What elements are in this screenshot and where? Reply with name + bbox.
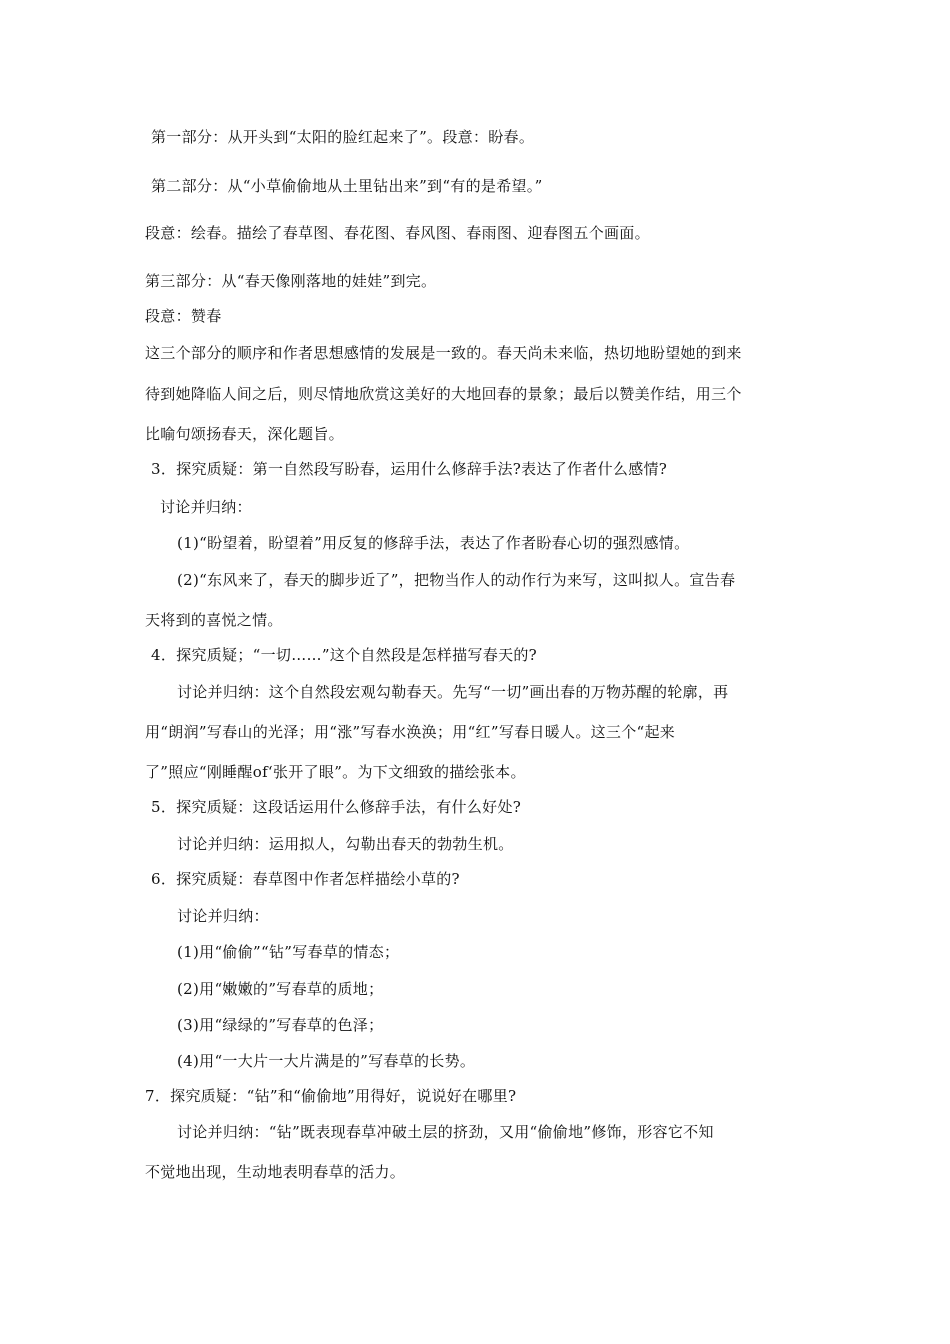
text-line: (2)“东风来了，春天的脚步近了”，把物当作人的动作行为来写，这叫拟人。宣告春: [177, 571, 736, 589]
text-line: 天将到的喜悦之情。: [145, 611, 283, 629]
text-line: 比喻句颂扬春天，深化题旨。: [145, 425, 344, 443]
text-line: (4)用“一大片一大片满是的”写春草的长势。: [177, 1052, 476, 1070]
text-line: 用“朗润”写春山的光泽；用“涨”写春水涣涣；用“红”写春日暖人。这三个“起来: [145, 723, 676, 741]
text-line: 不觉地出现，生动地表明春草的活力。: [145, 1163, 406, 1181]
text-line: 段意：赞春: [145, 307, 222, 325]
text-line: 讨论并归纳：这个自然段宏观勾勒春天。先写“一切”画出春的万物苏醒的轮廓，再: [177, 683, 729, 701]
text-line: 段意：绘春。描绘了春草图、春花图、春风图、春雨图、迎春图五个画面。: [145, 224, 650, 242]
text-line: 7．探究质疑：“钻”和“偷偷地”用得好，说说好在哪里?: [145, 1087, 517, 1105]
text-line: 讨论并归纳：: [177, 907, 269, 925]
text-line: 4．探究质疑；“一切……”这个自然段是怎样描写春天的?: [151, 646, 538, 664]
text-line: 这三个部分的顺序和作者思想感情的发展是一致的。春天尚未来临，热切地盼望她的到来: [145, 344, 742, 362]
text-line: (3)用“绿绿的”写春草的色泽；: [177, 1016, 384, 1034]
text-line: 5．探究质疑：这段话运用什么修辞手法，有什么好处?: [151, 798, 522, 816]
text-line: 讨论并归纳：运用拟人，勾勒出春天的勃勃生机。: [177, 835, 514, 853]
text-line: 第一部分：从开头到“太阳的脸红起来了”。段意：盼春。: [151, 128, 535, 146]
text-line: (2)用“嫩嫩的”写春草的质地；: [177, 980, 384, 998]
text-line: 6．探究质疑：春草图中作者怎样描绘小草的?: [151, 870, 460, 888]
text-line: 了”照应“刚睡醒of‘张开了眼”。为下文细致的描绘张本。: [145, 763, 526, 781]
text-line: 待到她降临人间之后，则尽情地欣赏这美好的大地回春的景象；最后以赞美作结，用三个: [145, 385, 742, 403]
text-line: 3．探究质疑：第一自然段写盼春，运用什么修辞手法?表达了作者什么感情?: [151, 460, 668, 478]
text-line: 第二部分：从“小草偷偷地从土里钻出来”到“有的是希望。”: [151, 177, 543, 195]
text-line: 讨论并归纳：: [160, 498, 252, 516]
text-line: (1)“盼望着，盼望着”用反复的修辞手法，表达了作者盼春心切的强烈感情。: [177, 534, 690, 552]
text-line: 讨论并归纳：“钻”既表现春草冲破土层的挤劲，又用“偷偷地”修饰，形容它不知: [177, 1123, 714, 1141]
text-line: (1)用“偷偷”“钻”写春草的情态；: [177, 943, 400, 961]
text-line: 第三部分：从“春天像刚落地的娃娃”到完。: [145, 272, 437, 290]
